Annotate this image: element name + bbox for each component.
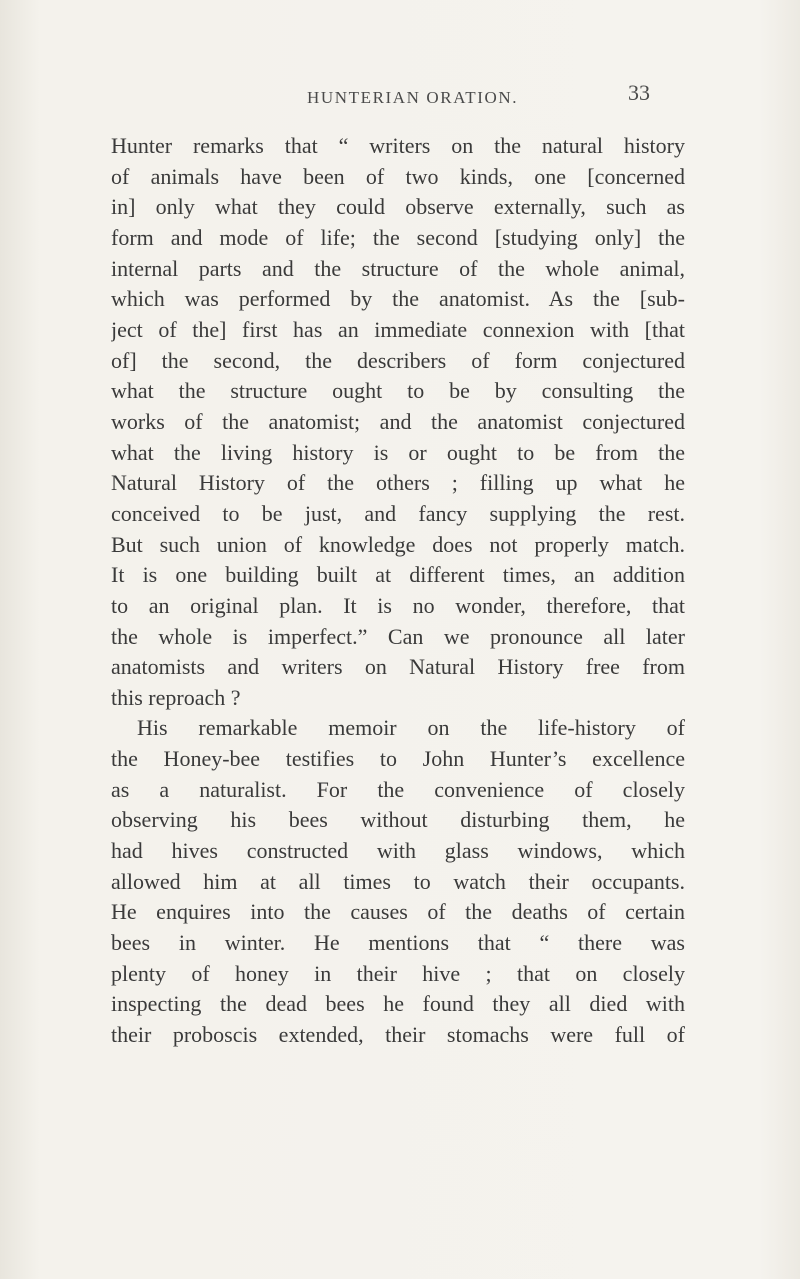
- page-number: 33: [628, 80, 650, 105]
- body-text: [111, 131, 685, 1051]
- paragraph-end-line: this reproach ?: [111, 684, 241, 710]
- text-line: of animals have been of two kinds, one [concerned: [111, 163, 685, 189]
- text-line: Hunter remarks that “ writers on the natural history: [111, 133, 685, 158]
- text-line: plenty of honey in their hive ; that on closely: [111, 960, 685, 986]
- text-line: had hives constructed with glass windows, which: [111, 838, 685, 864]
- text-line: internal parts and the structure of the whole animal,: [111, 255, 685, 281]
- text-line: the whole is imperfect.” Can we pronounce all later: [111, 623, 685, 649]
- paragraph-start-line: His remarkable memoir on the life-history of: [137, 715, 685, 741]
- text-line: form and mode of life; the second [studying only] the: [111, 224, 685, 250]
- text-line: of] the second, the describers of form conjectured: [111, 347, 685, 373]
- running-title: HUNTERIAN ORATION.: [307, 88, 519, 107]
- text-line: which was performed by the anatomist. As the [sub-: [111, 286, 685, 312]
- text-line: what the structure ought to be by consulting the: [111, 378, 685, 404]
- text-line: the Honey-bee testifies to John Hunter’s excellence: [111, 746, 685, 772]
- text-line: Natural History of the others ; filling up what he: [111, 470, 685, 496]
- text-line: to an original plan. It is no wonder, therefore, that: [111, 592, 685, 618]
- text-line: But such union of knowledge does not properly match.: [111, 531, 685, 557]
- text-line: He enquires into the causes of the deaths of certain: [111, 899, 685, 925]
- text-line: in] only what they could observe externally, such as: [111, 194, 685, 220]
- text-line: ject of the] first has an immediate connexion with [that: [111, 316, 685, 342]
- text-line: bees in winter. He mentions that “ there was: [111, 930, 685, 956]
- text-line: their proboscis extended, their stomachs were full of: [111, 1022, 685, 1048]
- text-line: conceived to be just, and fancy supplying the rest.: [111, 500, 685, 526]
- text-line: observing his bees without disturbing them, he: [111, 807, 685, 833]
- text-line: allowed him at all times to watch their occupants.: [111, 868, 685, 894]
- text-line: as a naturalist. For the convenience of closely: [111, 776, 685, 802]
- text-line: inspecting the dead bees he found they all died with: [111, 991, 685, 1017]
- running-head: [0, 78, 800, 114]
- text-line: It is one building built at different times, an addition: [111, 562, 685, 588]
- text-line: works of the anatomist; and the anatomist conjectured: [111, 408, 685, 434]
- text-line: what the living history is or ought to be from the: [111, 439, 685, 465]
- text-line: anatomists and writers on Natural History free from: [111, 654, 685, 680]
